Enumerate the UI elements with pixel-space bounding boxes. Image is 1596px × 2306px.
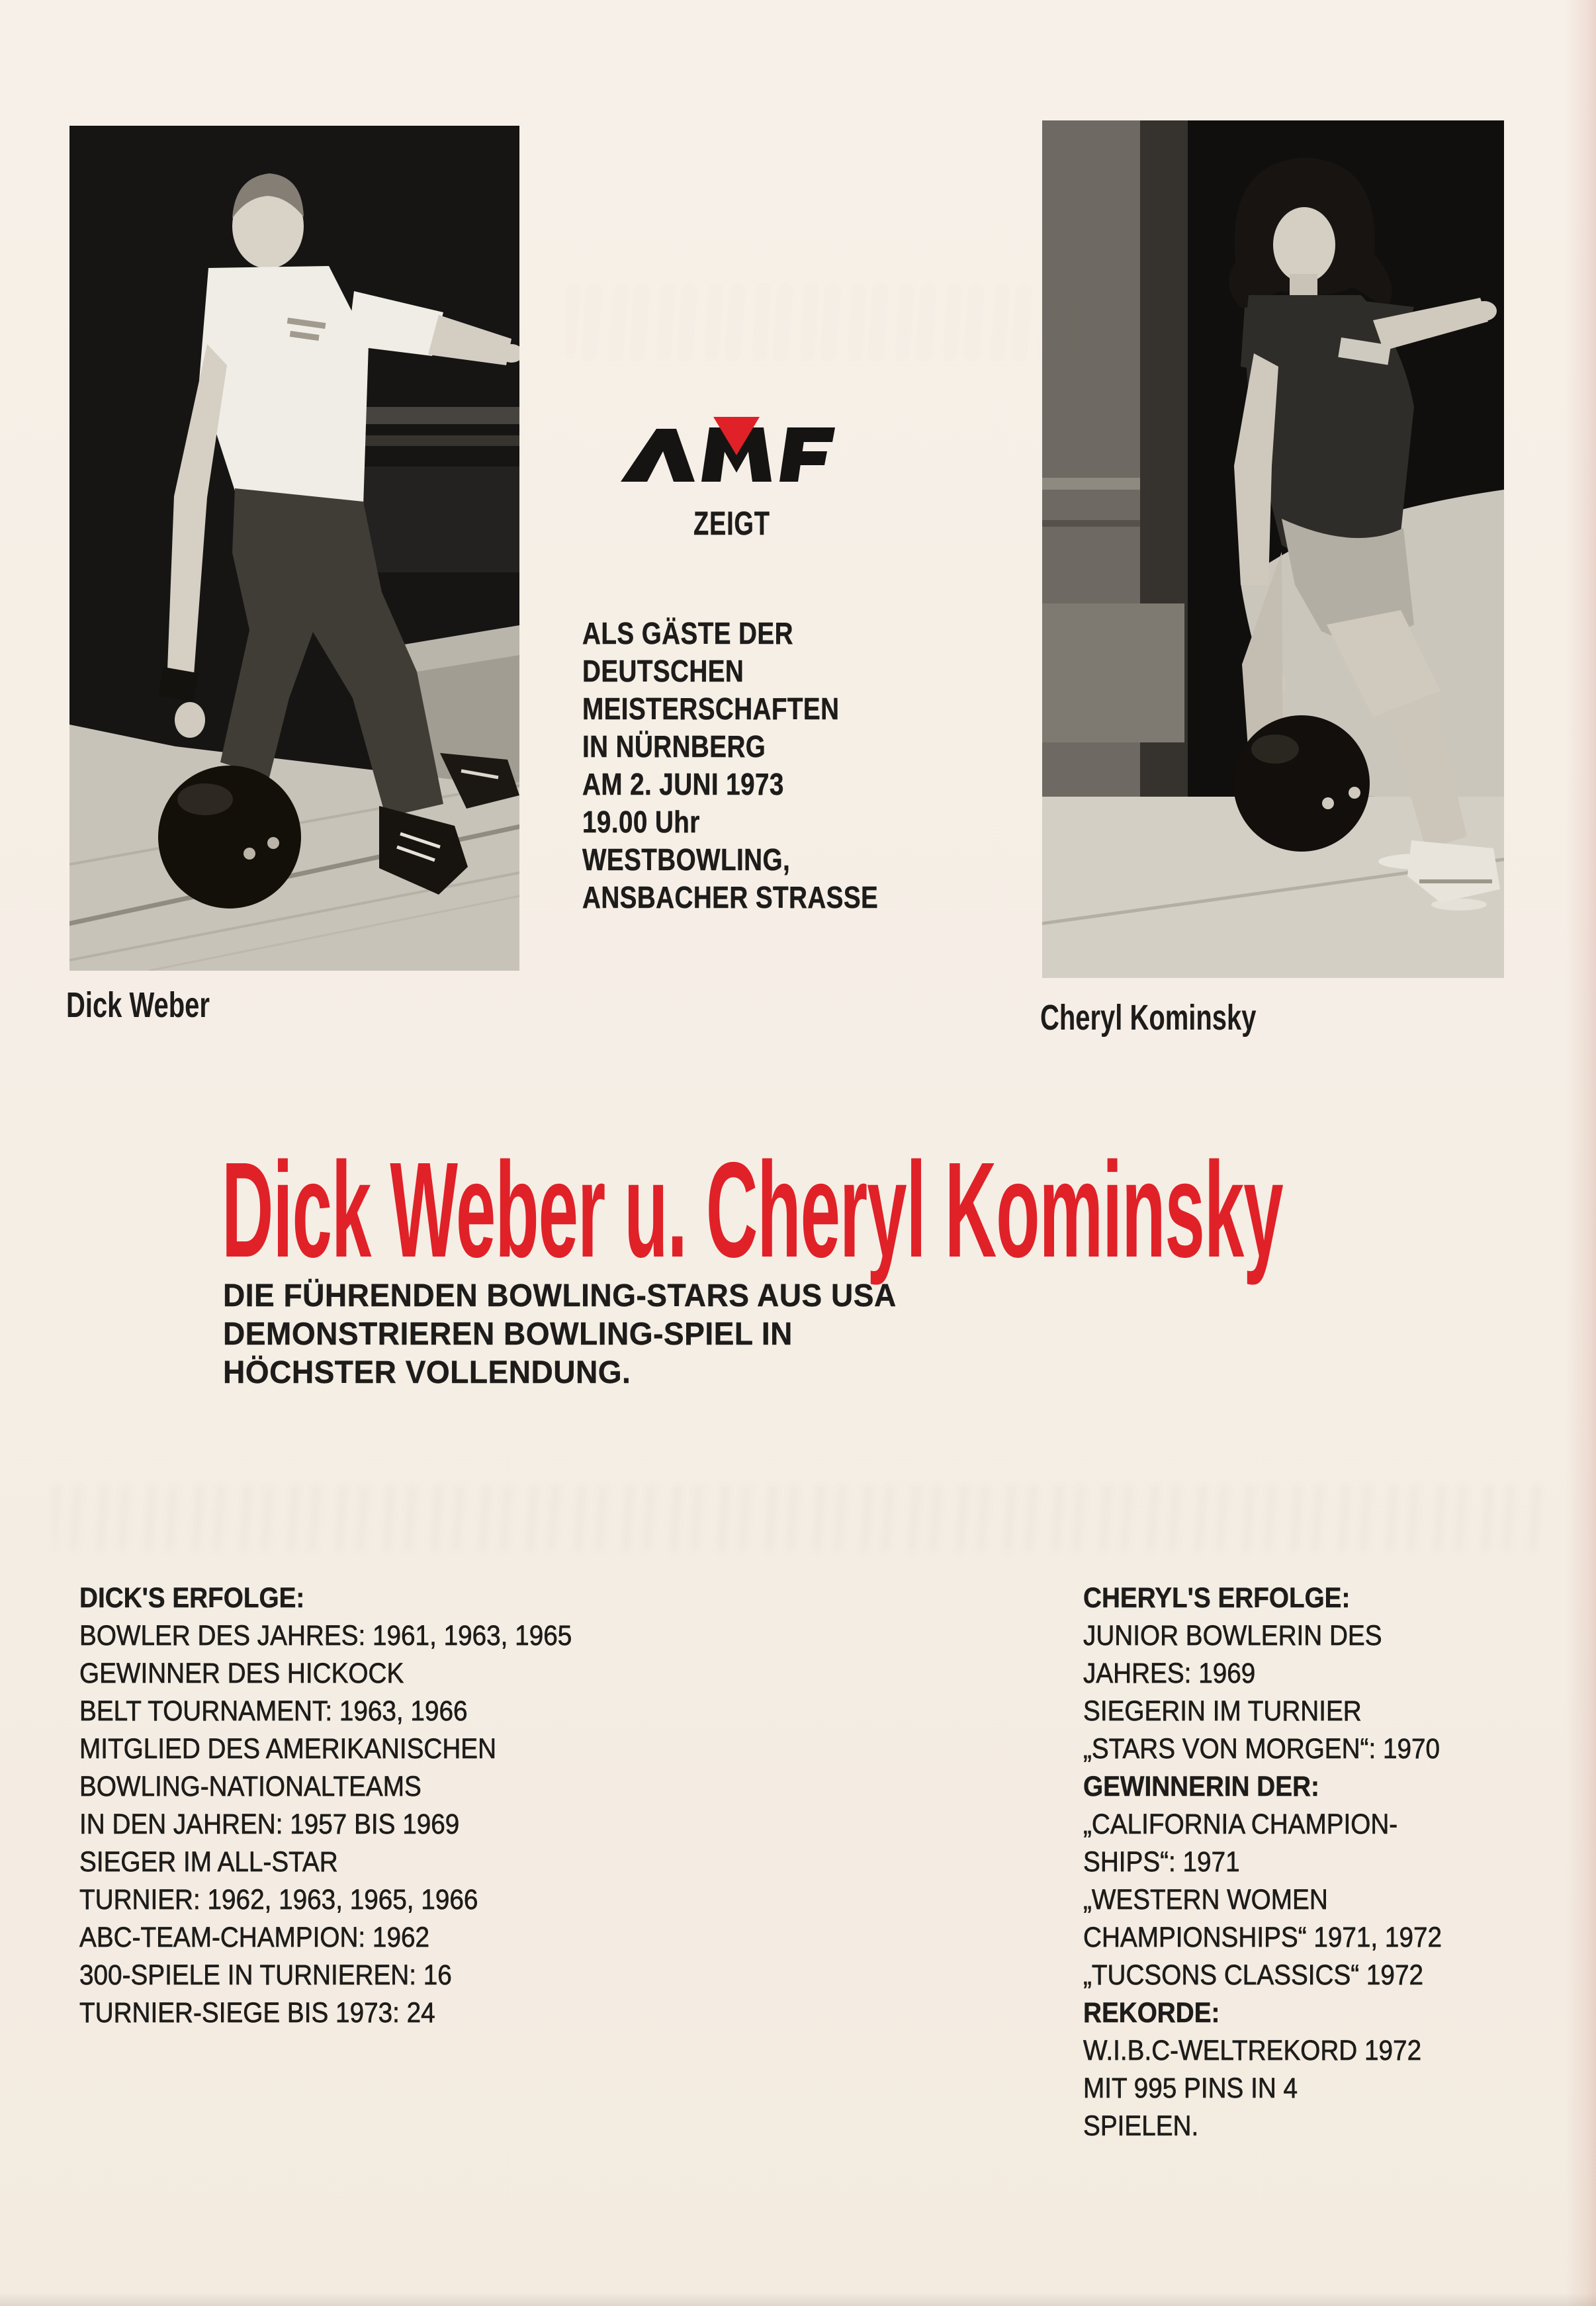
event-detail-line: ALS GÄSTE DER — [582, 616, 793, 650]
print-bleedthrough-band — [53, 1486, 1542, 1552]
event-detail-line: DEUTSCHEN — [582, 654, 744, 688]
scan-edge-right — [1566, 0, 1596, 2306]
achievement-line: JAHRES: 1969 — [1083, 1658, 1256, 1689]
cheryl-kominsky-photo-illustration — [1042, 120, 1504, 978]
wrist-band — [158, 667, 199, 702]
cheryl-achievements-column — [1083, 1579, 1442, 2145]
achievement-line: „TUCSONS CLASSICS“ 1972 — [1083, 1959, 1424, 1991]
event-detail-line: 19.00 Uhr — [582, 805, 700, 839]
dick-weber-photo-illustration — [69, 126, 519, 971]
scan-edge-bottom — [0, 2293, 1596, 2306]
letter-f-top-bar — [785, 427, 835, 442]
achievement-line: SPIELEN. — [1083, 2110, 1199, 2142]
cheryl-kominsky-photo — [1042, 120, 1504, 978]
photo-caption-cheryl-kominsky: Cheryl Kominsky — [1040, 998, 1257, 1038]
achievement-line: JUNIOR BOWLERIN DES — [1083, 1620, 1382, 1652]
letter-a — [621, 429, 695, 482]
achievement-line: TURNIER: 1962, 1963, 1965, 1966 — [79, 1884, 478, 1916]
event-detail-line: AM 2. JUNI 1973 — [582, 767, 784, 801]
subtitle-line: DEMONSTRIEREN BOWLING-SPIEL IN — [223, 1317, 793, 1352]
event-details — [582, 615, 878, 916]
achievement-line: GEWINNERIN DER: — [1083, 1771, 1319, 1802]
letter-f-mid-bar — [782, 451, 827, 465]
achievement-line: SIEGER IM ALL-STAR — [79, 1846, 338, 1878]
achievement-line: MITGLIED DES AMERIKANISCHEN — [79, 1733, 497, 1765]
achievement-line: MIT 995 PINS IN 4 — [1083, 2072, 1298, 2104]
subtitle — [223, 1277, 897, 1392]
achievement-line: REKORDE: — [1083, 1997, 1220, 2029]
achievement-line: DICK'S ERFOLGE: — [79, 1582, 305, 1614]
event-detail-line: WESTBOWLING, — [582, 842, 791, 877]
achievement-line: CHERYL'S ERFOLGE: — [1083, 1582, 1351, 1614]
subtitle-line: HÖCHSTER VOLLENDUNG. — [223, 1355, 631, 1390]
achievement-line: IN DEN JAHREN: 1957 BIS 1969 — [79, 1808, 460, 1840]
achievement-line: „CALIFORNIA CHAMPION- — [1083, 1808, 1398, 1840]
dick-weber-photo — [69, 126, 519, 971]
print-bleedthrough-band — [569, 286, 1072, 359]
event-detail-line: IN NÜRNBERG — [582, 729, 766, 764]
achievement-line: „WESTERN WOMEN — [1083, 1884, 1328, 1916]
bowling-ball — [1233, 715, 1370, 852]
achievement-line: TURNIER-SIEGE BIS 1973: 24 — [79, 1997, 435, 2029]
dick-achievements-column — [79, 1579, 572, 2032]
logo-tagline: ZEIGT — [693, 505, 770, 542]
event-detail-line: ANSBACHER STRASSE — [582, 880, 879, 914]
achievement-line: GEWINNER DES HICKOCK — [79, 1658, 404, 1689]
achievement-line: BOWLER DES JAHRES: 1961, 1963, 1965 — [79, 1620, 572, 1652]
amf-logo-graphic — [621, 417, 835, 482]
achievement-line: BOWLING-NATIONALTEAMS — [79, 1771, 421, 1802]
achievement-line: ABC-TEAM-CHAMPION: 1962 — [79, 1922, 430, 1953]
bowler-face — [1273, 207, 1335, 283]
achievement-line: CHAMPIONSHIPS“ 1971, 1972 — [1083, 1922, 1442, 1953]
page-title: Dick Weber u. Cheryl Kominsky — [222, 1134, 1283, 1286]
achievement-line: „STARS VON MORGEN“: 1970 — [1083, 1733, 1441, 1765]
photo-caption-dick-weber: Dick Weber — [66, 985, 210, 1025]
achievement-line: 300-SPIELE IN TURNIEREN: 16 — [79, 1959, 452, 1991]
achievement-line: SIEGERIN IM TURNIER — [1083, 1695, 1362, 1727]
achievement-line: W.I.B.C-WELTREKORD 1972 — [1083, 2035, 1422, 2066]
event-detail-line: MEISTERSCHAFTEN — [582, 691, 840, 726]
bowling-ball — [158, 766, 301, 909]
achievement-line: BELT TOURNAMENT: 1963, 1966 — [79, 1695, 468, 1727]
achievement-line: SHIPS“: 1971 — [1083, 1846, 1240, 1878]
subtitle-line: DIE FÜHRENDEN BOWLING-STARS AUS USA — [223, 1278, 897, 1313]
amf-logo — [621, 417, 835, 482]
